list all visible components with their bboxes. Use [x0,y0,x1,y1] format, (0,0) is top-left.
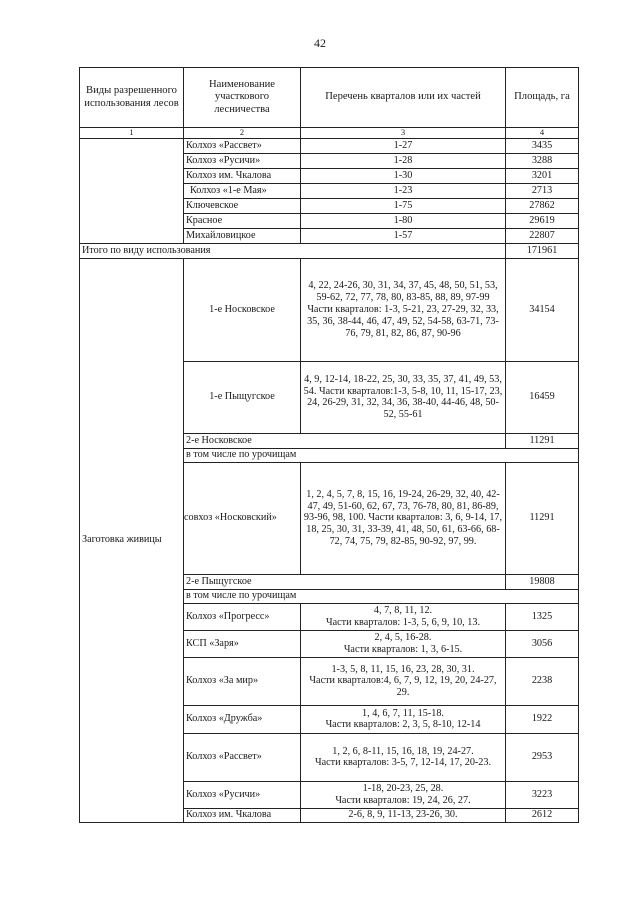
forestry-name: Красное [184,213,301,228]
area-value: 34154 [506,258,579,361]
col-num-3: 3 [301,128,506,139]
quarters-list: 4, 22, 24-26, 30, 31, 34, 37, 45, 48, 50, 51, 53, 59-62, 72, 77, 78, 80, 83-85, 88, 89, 97-99 Части кварталов: 1-3, 5-21, 23, 27-29, 32, 33, 35, 36, 38-44, 46, 47, 49, 52, 54-58, 63-71, 73-76, 79, 81, 82, 86, 87, 90-96 [301,258,506,361]
table-row [80,258,579,361]
quarters-list [301,630,506,657]
area-value: 1325 [506,603,579,630]
forestry-name: Михайловицкое [184,228,301,243]
area-value: 19808 [506,574,579,589]
area-value: 27862 [506,198,579,213]
area-value: 22807 [506,228,579,243]
total-label: Итого по виду использования [80,243,506,258]
quarters-list: 1-57 [301,228,506,243]
area-value: 3435 [506,138,579,153]
forestry-name: Колхоз «Рассвет» [184,138,301,153]
forestry-name: 1-е Носковское [184,258,301,361]
area-value: 2713 [506,183,579,198]
forestry-name: Колхоз им. Чкалова [184,808,301,822]
area-value: 2953 [506,733,579,781]
quarters-list: 1-80 [301,213,506,228]
quarters-list: 1-28 [301,153,506,168]
quarters-parts: Части кварталов:4, 6, 7, 9, 12, 19, 20, 24-27, 29. [309,675,497,699]
header-quarters: Перечень кварталов или их частей [301,68,506,128]
forestry-name: Колхоз «Русичи» [184,153,301,168]
forestry-name: Колхоз «Прогресс» [184,603,301,630]
quarters-whole: 2, 4, 5, 16-28. [374,632,432,644]
total-area: 171961 [506,243,579,258]
header-use-type: Виды разрешенного использования лесов [80,68,184,128]
header-area: Площадь, га [506,68,579,128]
area-value: 3288 [506,153,579,168]
col-num-4: 4 [506,128,579,139]
quarters-list [301,781,506,808]
forestry-name: КСП «Заря» [184,630,301,657]
quarters-list: 1-27 [301,138,506,153]
area-value: 2612 [506,808,579,822]
in-tracts-label: в том числе по урочищам [184,448,579,462]
forestry-name: Колхоз «1-е Мая» [184,183,301,198]
quarters-whole: 1-18, 20-23, 25, 28. [362,783,444,795]
column-numbers-row [80,128,579,139]
area-value: 1922 [506,705,579,733]
quarters-parts: Части кварталов: 3-5, 7, 12-14, 17, 20-23. [314,757,492,769]
area-value: 16459 [506,361,579,433]
quarters-list: 2-6, 8, 9, 11-13, 23-26, 30. [301,808,506,822]
table-row [80,138,579,153]
forestry-name: 1-е Пыщугское [184,361,301,433]
quarters-list [301,657,506,705]
area-value: 3223 [506,781,579,808]
forestry-name: 2-е Пыщугское [184,574,506,589]
area-value: 11291 [506,433,579,448]
header-forestry-name: Наименование участкового лесничества [184,68,301,128]
area-value: 11291 [506,462,579,574]
quarters-parts: Части кварталов: 19, 24, 26, 27. [335,794,471,806]
page-number: 42 [314,36,326,50]
total-row [80,243,579,258]
forestry-name: Колхоз «Рассвет» [184,733,301,781]
col-num-2: 2 [184,128,301,139]
quarters-whole: 4, 7, 8, 11, 12. [373,605,433,617]
empty-use-type-cell [80,138,184,243]
quarters-parts: Части кварталов: 1-3, 5, 6, 9, 10, 13. [325,616,481,628]
col-num-1: 1 [80,128,184,139]
area-value: 3201 [506,168,579,183]
quarters-list: 1-30 [301,168,506,183]
forest-use-table [79,67,579,823]
use-type-label: Заготовка живицы [80,258,184,822]
header-row [80,68,579,128]
quarters-whole: 1, 2, 6, 8-11, 15, 16, 18, 19, 24-27. [332,745,474,757]
quarters-list: 1-75 [301,198,506,213]
quarters-list [301,705,506,733]
area-value: 3056 [506,630,579,657]
forestry-name: Колхоз «Русичи» [184,781,301,808]
forestry-name: 2-е Носковское [184,433,506,448]
forestry-name: Колхоз «Дружба» [184,705,301,733]
quarters-whole: 1-3, 5, 8, 11, 15, 16, 23, 28, 30, 31. [331,663,475,675]
forestry-name: Колхоз «За мир» [184,657,301,705]
quarters-parts: Части кварталов: 2, 3, 5, 8-10, 12-14 [325,719,481,731]
quarters-list: 1, 2, 4, 5, 7, 8, 15, 16, 19-24, 26-29, 32, 40, 42-47, 49, 51-60, 62, 67, 73, 76-78, 80, 81, 86-89, 93-96, 98, 100. Части кварталов: 3, 6, 9-14, 17, 18, 25, 30, 31, 33-39, 41, 48, 50, 61, 63-66, 68-72, 74, 75, 79, 82-85, 90-92, 97, 99. [301,462,506,574]
quarters-list [301,603,506,630]
quarters-list: 1-23 [301,183,506,198]
area-value: 2238 [506,657,579,705]
quarters-list [301,733,506,781]
in-tracts-label: в том числе по урочищам [184,589,579,603]
quarters-whole: 1, 4, 6, 7, 11, 15-18. [362,707,444,719]
area-value: 29619 [506,213,579,228]
forestry-name: Колхоз им. Чкалова [184,168,301,183]
quarters-parts: Части кварталов: 1, 3, 6-15. [343,643,463,655]
forestry-name: совхоз «Носковский» [184,462,301,574]
forestry-name: Ключевское [184,198,301,213]
quarters-list: 4, 9, 12-14, 18-22, 25, 30, 33, 35, 37, 41, 49, 53, 54. Части кварталов:1-3, 5-8, 10, 11, 15-17, 23, 24, 26-29, 31, 32, 34, 36, 38-40, 44-46, 48, 50-52, 55-61 [301,361,506,433]
